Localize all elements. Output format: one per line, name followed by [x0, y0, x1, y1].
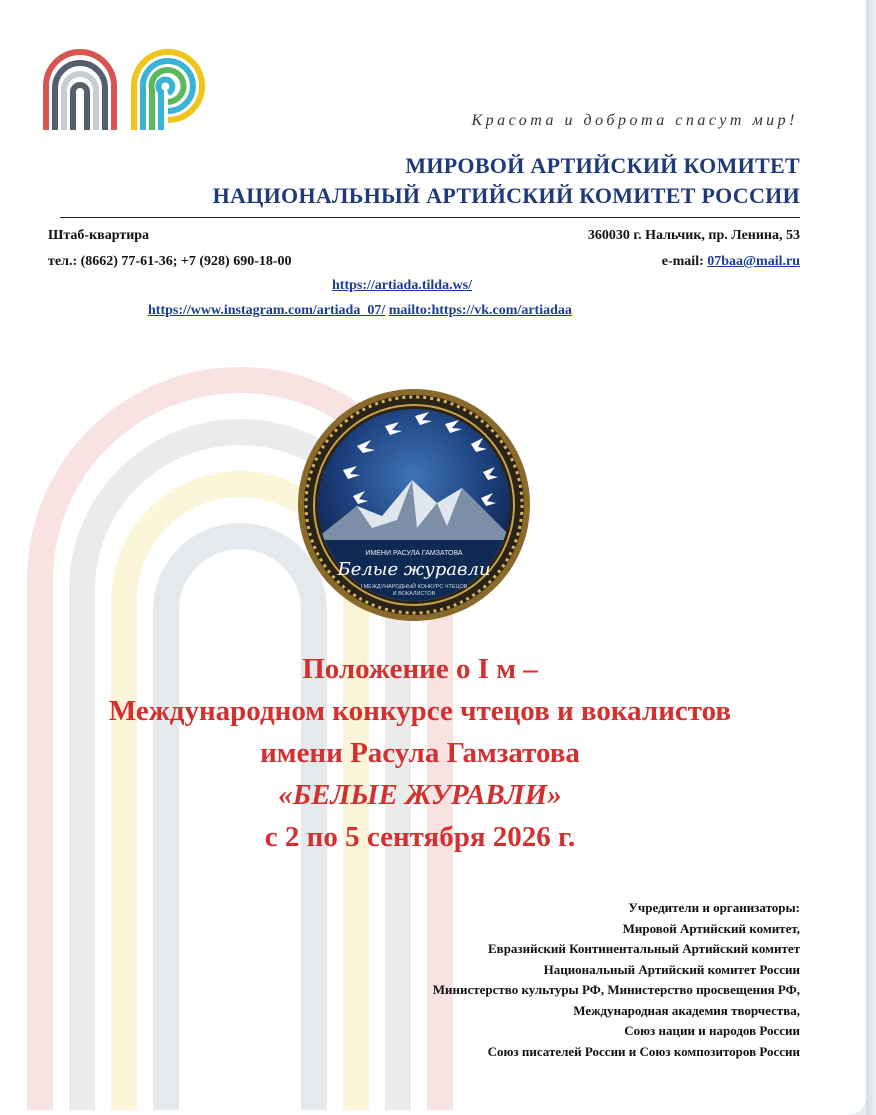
phone-numbers: тел.: (8662) 77-61-36; +7 (928) 690-18-00 — [48, 254, 292, 269]
email-line — [662, 254, 800, 270]
header-divider — [60, 217, 800, 218]
title-line-2: Международном конкурсе чтецов и вокалистов — [108, 695, 732, 727]
viewer-edge — [866, 0, 876, 1115]
emblem-top-text: ИМЕНИ РАСУЛА ГАМЗАТОВА — [365, 550, 463, 557]
motto: Красота и доброта спасут мир! — [471, 112, 798, 129]
address: 360030 г. Нальчик, пр. Ленина, 53 — [587, 228, 800, 243]
organizer-item: Мировой Артийский комитет, — [622, 920, 800, 936]
social-links — [148, 303, 572, 319]
organizer-item: Союз писателей России и Союз композиторов России — [487, 1043, 800, 1059]
site-line — [332, 278, 472, 294]
title-line-1: Положение о I м – — [302, 653, 538, 685]
org-title-national: НАЦИОНАЛЬНЫЙ АРТИЙСКИЙ КОМИТЕТ РОССИИ — [212, 183, 800, 208]
organizer-item: Национальный Артийский комитет России — [543, 961, 800, 977]
organizer-item: Министерство культуры РФ, Министерство просвещения РФ, — [432, 982, 800, 997]
organizer-item: Союз нации и народов России — [624, 1023, 800, 1038]
organizers-heading: Учредители и организаторы: — [628, 900, 800, 915]
title-line-3: имени Расула Гамзатова — [260, 737, 580, 769]
org-title-world: МИРОВОЙ АРТИЙСКИЙ КОМИТЕТ — [405, 153, 800, 178]
email-label: e-mail: — [661, 254, 708, 269]
document-title — [0, 648, 840, 858]
email-link[interactable]: 07baa@mail.ru — [707, 254, 800, 269]
title-line-4: «БЕЛЫЕ ЖУРАВЛИ» — [278, 779, 562, 811]
vk-link[interactable]: mailto:https://vk.com/artiadaa — [388, 303, 572, 318]
emblem-bottom-line-1: I МЕЖДУНАРОДНЫЙ КОНКУРС ЧТЕЦОВ — [360, 584, 468, 590]
organizer-item: Евразийский Континентальный Артийский комитет — [488, 941, 800, 956]
artiada-logo-icon — [38, 44, 210, 132]
instagram-link[interactable]: https://www.instagram.com/artiada_07/ — [148, 303, 386, 318]
website-link[interactable]: https://artiada.tilda.ws/ — [332, 278, 473, 293]
emblem-bottom-line-2: И ВОКАЛИСТОВ — [392, 591, 436, 597]
contest-emblem — [297, 388, 531, 622]
organizers-block — [433, 898, 800, 1062]
organizer-item: Международная академия творчества, — [573, 1002, 800, 1018]
title-line-5: с 2 по 5 сентября 2026 г. — [264, 821, 576, 853]
emblem-name: Белые журавли — [337, 559, 491, 580]
hq-label: Штаб-квартира — [48, 228, 150, 243]
